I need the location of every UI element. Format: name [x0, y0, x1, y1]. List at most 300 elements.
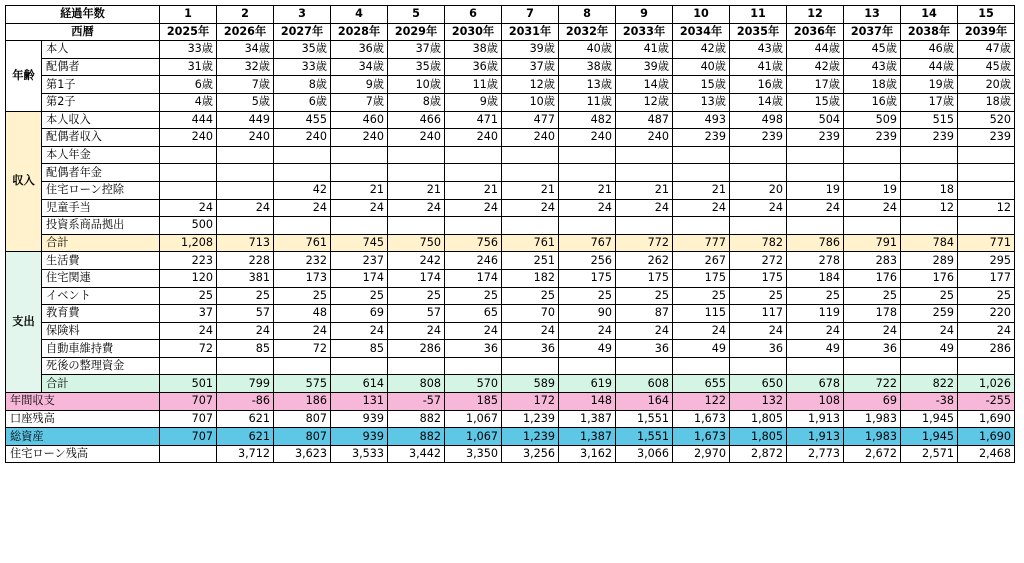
value-cell [274, 217, 331, 235]
age-row [6, 41, 1015, 59]
value-cell: 36 [445, 340, 502, 358]
value-cell [445, 146, 502, 164]
summary-value-cell: 3,623 [274, 445, 331, 463]
value-cell: 25 [502, 287, 559, 305]
income-row [6, 146, 1015, 164]
value-cell [274, 164, 331, 182]
value-cell: 18 [901, 181, 958, 199]
value-cell: 750 [388, 234, 445, 252]
value-cell: 72 [274, 340, 331, 358]
value-cell [160, 181, 217, 199]
value-cell: 240 [445, 129, 502, 147]
value-cell: 24 [217, 199, 274, 217]
value-cell: 21 [445, 181, 502, 199]
value-cell [844, 217, 901, 235]
age-row [6, 76, 1015, 94]
summary-value-cell: 1,913 [787, 410, 844, 428]
value-cell: 41歳 [730, 58, 787, 76]
value-cell: 223 [160, 252, 217, 270]
value-cell [616, 164, 673, 182]
value-cell: 15歳 [787, 93, 844, 111]
summary-value-cell: 2,970 [673, 445, 730, 463]
value-cell: 278 [787, 252, 844, 270]
value-cell: 19 [787, 181, 844, 199]
value-cell: 44歳 [901, 58, 958, 76]
summary-label: 住宅ローン残高 [6, 445, 160, 463]
value-cell: 21 [331, 181, 388, 199]
row-label: 本人年金 [42, 146, 160, 164]
value-cell: 24 [445, 322, 502, 340]
value-cell: 240 [274, 129, 331, 147]
value-cell: 46歳 [901, 41, 958, 59]
value-cell: 43歳 [844, 58, 901, 76]
value-cell: 13歳 [559, 76, 616, 94]
summary-value-cell: 1,551 [616, 428, 673, 446]
summary-value-cell: 132 [730, 393, 787, 411]
calendar-year-cell: 2038年 [901, 23, 958, 41]
value-cell: 117 [730, 305, 787, 323]
value-cell: 85 [217, 340, 274, 358]
value-cell: 72 [160, 340, 217, 358]
value-cell: 174 [388, 269, 445, 287]
value-cell [445, 357, 502, 375]
expense-row [6, 305, 1015, 323]
value-cell [616, 217, 673, 235]
value-cell: 761 [274, 234, 331, 252]
value-cell [160, 146, 217, 164]
value-cell: 36歳 [445, 58, 502, 76]
value-cell: 115 [673, 305, 730, 323]
value-cell: 37歳 [502, 58, 559, 76]
summary-value-cell: 2,571 [901, 445, 958, 463]
year-number-cell: 6 [445, 6, 502, 24]
value-cell: 173 [274, 269, 331, 287]
value-cell: 24 [673, 322, 730, 340]
value-cell: 33歳 [274, 58, 331, 76]
value-cell: 25 [901, 287, 958, 305]
value-cell: 678 [787, 375, 844, 393]
summary-value-cell: 1,239 [502, 410, 559, 428]
value-cell [502, 357, 559, 375]
value-cell [217, 146, 274, 164]
value-cell: 47歳 [958, 41, 1015, 59]
value-cell: 1,208 [160, 234, 217, 252]
value-cell [502, 217, 559, 235]
value-cell [787, 357, 844, 375]
header-row-years [6, 6, 1015, 24]
value-cell: 614 [331, 375, 388, 393]
value-cell: 31歳 [160, 58, 217, 76]
value-cell: 17歳 [901, 93, 958, 111]
summary-value-cell: 2,672 [844, 445, 901, 463]
value-cell [958, 164, 1015, 182]
summary-value-cell: 1,983 [844, 410, 901, 428]
value-cell: 777 [673, 234, 730, 252]
value-cell: 12 [901, 199, 958, 217]
summary-value-cell: 1,805 [730, 410, 787, 428]
value-cell [274, 357, 331, 375]
summary-value-cell: 3,712 [217, 445, 274, 463]
summary-value-cell: 148 [559, 393, 616, 411]
summary-value-cell: -57 [388, 393, 445, 411]
value-cell: 239 [787, 129, 844, 147]
value-cell: 176 [844, 269, 901, 287]
row-label: 合計 [42, 234, 160, 252]
value-cell: 449 [217, 111, 274, 129]
summary-value-cell: 882 [388, 428, 445, 446]
value-cell: 381 [217, 269, 274, 287]
year-number-cell: 9 [616, 6, 673, 24]
value-cell: 500 [160, 217, 217, 235]
value-cell: 90 [559, 305, 616, 323]
value-cell: 12歳 [502, 76, 559, 94]
summary-value-cell: 122 [673, 393, 730, 411]
value-cell: 6歳 [274, 93, 331, 111]
summary-value-cell: 807 [274, 410, 331, 428]
calendar-year-cell: 2029年 [388, 23, 445, 41]
value-cell [274, 146, 331, 164]
row-label: イベント [42, 287, 160, 305]
value-cell: 20歳 [958, 76, 1015, 94]
value-cell: 25 [673, 287, 730, 305]
calendar-year-cell: 2037年 [844, 23, 901, 41]
value-cell: 240 [217, 129, 274, 147]
value-cell: 786 [787, 234, 844, 252]
value-cell: 24 [730, 322, 787, 340]
value-cell: 822 [901, 375, 958, 393]
year-number-cell: 15 [958, 6, 1015, 24]
summary-value-cell: 707 [160, 393, 217, 411]
summary-value-cell: 2,468 [958, 445, 1015, 463]
expense-row [6, 375, 1015, 393]
value-cell [730, 146, 787, 164]
value-cell: 242 [388, 252, 445, 270]
value-cell: 24 [844, 199, 901, 217]
value-cell: 20 [730, 181, 787, 199]
year-number-cell: 11 [730, 6, 787, 24]
value-cell: 25 [331, 287, 388, 305]
calendar-year-cell: 2033年 [616, 23, 673, 41]
expense-row [6, 287, 1015, 305]
year-number-cell: 12 [787, 6, 844, 24]
value-cell [958, 357, 1015, 375]
value-cell: 25 [616, 287, 673, 305]
summary-value-cell: 1,805 [730, 428, 787, 446]
value-cell: 24 [616, 322, 673, 340]
summary-value-cell: 3,442 [388, 445, 445, 463]
value-cell: 44歳 [787, 41, 844, 59]
value-cell: 24 [445, 199, 502, 217]
value-cell: 471 [445, 111, 502, 129]
row-label: 本人収入 [42, 111, 160, 129]
value-cell: 237 [331, 252, 388, 270]
summary-value-cell: 131 [331, 393, 388, 411]
value-cell: 18歳 [844, 76, 901, 94]
expense-row [6, 340, 1015, 358]
summary-value-cell: 3,066 [616, 445, 673, 463]
value-cell: 42歳 [673, 41, 730, 59]
value-cell: 6歳 [160, 76, 217, 94]
value-cell: 7歳 [331, 93, 388, 111]
calendar-year-cell: 2035年 [730, 23, 787, 41]
value-cell: 34歳 [217, 41, 274, 59]
cashflow-table [5, 5, 1015, 463]
value-cell: 286 [388, 340, 445, 358]
value-cell: 220 [958, 305, 1015, 323]
value-cell: 45歳 [844, 41, 901, 59]
value-cell: 9歳 [445, 93, 502, 111]
summary-value-cell: 621 [217, 410, 274, 428]
mortgage-balance-row [6, 445, 1015, 463]
value-cell: 182 [502, 269, 559, 287]
row-label: 教育費 [42, 305, 160, 323]
income-row [6, 111, 1015, 129]
row-label: 住宅ローン控除 [42, 181, 160, 199]
value-cell: 25 [958, 287, 1015, 305]
value-cell [331, 164, 388, 182]
summary-value-cell: 1,387 [559, 428, 616, 446]
summary-value-cell: 1,239 [502, 428, 559, 446]
expense-row [6, 252, 1015, 270]
value-cell: 10歳 [388, 76, 445, 94]
value-cell: 256 [559, 252, 616, 270]
account-balance-row [6, 410, 1015, 428]
summary-label: 年間収支 [6, 393, 160, 411]
summary-value-cell: -86 [217, 393, 274, 411]
value-cell: 40歳 [559, 41, 616, 59]
row-label: 本人 [42, 41, 160, 59]
value-cell: 57 [217, 305, 274, 323]
value-cell: 39歳 [502, 41, 559, 59]
expense-row [6, 269, 1015, 287]
value-cell: 782 [730, 234, 787, 252]
value-cell [730, 357, 787, 375]
value-cell [844, 357, 901, 375]
summary-value-cell: 2,773 [787, 445, 844, 463]
value-cell: 608 [616, 375, 673, 393]
value-cell: 24 [331, 322, 388, 340]
summary-value-cell: 1,983 [844, 428, 901, 446]
summary-value-cell: 69 [844, 393, 901, 411]
value-cell: 184 [787, 269, 844, 287]
summary-value-cell: 1,690 [958, 410, 1015, 428]
value-cell: 619 [559, 375, 616, 393]
value-cell [958, 181, 1015, 199]
value-cell: 49 [673, 340, 730, 358]
value-cell: 24 [958, 322, 1015, 340]
value-cell: 24 [616, 199, 673, 217]
value-cell [331, 357, 388, 375]
value-cell: 45歳 [958, 58, 1015, 76]
value-cell: 13歳 [673, 93, 730, 111]
value-cell [673, 146, 730, 164]
year-number-cell: 8 [559, 6, 616, 24]
value-cell: 174 [331, 269, 388, 287]
value-cell: 25 [787, 287, 844, 305]
value-cell: 460 [331, 111, 388, 129]
value-cell: 722 [844, 375, 901, 393]
value-cell: 36 [616, 340, 673, 358]
summary-value-cell [160, 445, 217, 463]
value-cell [445, 164, 502, 182]
calendar-year-cell: 2025年 [160, 23, 217, 41]
value-cell: 25 [559, 287, 616, 305]
value-cell: 262 [616, 252, 673, 270]
value-cell [844, 164, 901, 182]
value-cell [730, 164, 787, 182]
calendar-year-cell: 2032年 [559, 23, 616, 41]
value-cell [901, 217, 958, 235]
value-cell: 240 [502, 129, 559, 147]
year-number-cell: 1 [160, 6, 217, 24]
value-cell: 791 [844, 234, 901, 252]
value-cell: 24 [844, 322, 901, 340]
value-cell: 16歳 [844, 93, 901, 111]
value-cell: 24 [160, 199, 217, 217]
value-cell [958, 217, 1015, 235]
value-cell: 7歳 [217, 76, 274, 94]
value-cell: 48 [274, 305, 331, 323]
value-cell: 10歳 [502, 93, 559, 111]
value-cell: 8歳 [274, 76, 331, 94]
summary-label: 総資産 [6, 428, 160, 446]
value-cell: 655 [673, 375, 730, 393]
years-elapsed-label: 経過年数 [6, 6, 160, 24]
value-cell [559, 357, 616, 375]
summary-value-cell: 707 [160, 410, 217, 428]
value-cell: 240 [616, 129, 673, 147]
value-cell: 24 [274, 322, 331, 340]
row-label: 自動車維持費 [42, 340, 160, 358]
value-cell [673, 164, 730, 182]
summary-value-cell: -38 [901, 393, 958, 411]
value-cell: 87 [616, 305, 673, 323]
value-cell: 19歳 [901, 76, 958, 94]
value-cell: 239 [901, 129, 958, 147]
value-cell: 493 [673, 111, 730, 129]
value-cell: 4歳 [160, 93, 217, 111]
value-cell: 24 [502, 322, 559, 340]
value-cell: 35歳 [274, 41, 331, 59]
value-cell: 771 [958, 234, 1015, 252]
value-cell [217, 217, 274, 235]
value-cell: 175 [730, 269, 787, 287]
value-cell: 713 [217, 234, 274, 252]
summary-value-cell: 1,690 [958, 428, 1015, 446]
value-cell: 5歳 [217, 93, 274, 111]
value-cell: 39歳 [616, 58, 673, 76]
value-cell: 18歳 [958, 93, 1015, 111]
summary-value-cell: 939 [331, 410, 388, 428]
calendar-year-cell: 2028年 [331, 23, 388, 41]
value-cell: 477 [502, 111, 559, 129]
value-cell: 40歳 [673, 58, 730, 76]
value-cell [901, 146, 958, 164]
value-cell: 25 [844, 287, 901, 305]
value-cell: 36歳 [331, 41, 388, 59]
income-row [6, 217, 1015, 235]
value-cell: 589 [502, 375, 559, 393]
value-cell: 24 [388, 322, 445, 340]
year-number-cell: 4 [331, 6, 388, 24]
year-number-cell: 5 [388, 6, 445, 24]
value-cell [559, 164, 616, 182]
annual-balance-row [6, 393, 1015, 411]
value-cell: 177 [958, 269, 1015, 287]
value-cell: 9歳 [331, 76, 388, 94]
value-cell: 21 [673, 181, 730, 199]
income-row [6, 234, 1015, 252]
value-cell [502, 164, 559, 182]
expense-row [6, 322, 1015, 340]
value-cell: 259 [901, 305, 958, 323]
value-cell [388, 146, 445, 164]
value-cell: 24 [787, 322, 844, 340]
value-cell: 240 [331, 129, 388, 147]
value-cell: 570 [445, 375, 502, 393]
summary-value-cell: 3,533 [331, 445, 388, 463]
value-cell: 509 [844, 111, 901, 129]
summary-value-cell: 1,673 [673, 428, 730, 446]
value-cell: 16歳 [730, 76, 787, 94]
value-cell: 515 [901, 111, 958, 129]
row-label: 第1子 [42, 76, 160, 94]
summary-value-cell: 1,387 [559, 410, 616, 428]
row-label: 保険料 [42, 322, 160, 340]
value-cell: 25 [730, 287, 787, 305]
value-cell: 25 [160, 287, 217, 305]
value-cell [616, 357, 673, 375]
value-cell: 240 [388, 129, 445, 147]
expense-row [6, 357, 1015, 375]
summary-value-cell: 1,673 [673, 410, 730, 428]
value-cell: 24 [901, 322, 958, 340]
value-cell: 24 [388, 199, 445, 217]
value-cell: 24 [217, 322, 274, 340]
value-cell: 175 [673, 269, 730, 287]
row-label: 配偶者 [42, 58, 160, 76]
value-cell: 24 [673, 199, 730, 217]
value-cell [217, 164, 274, 182]
value-cell: 482 [559, 111, 616, 129]
summary-value-cell: 172 [502, 393, 559, 411]
value-cell: 251 [502, 252, 559, 270]
value-cell: 17歳 [787, 76, 844, 94]
value-cell [217, 357, 274, 375]
value-cell: 36 [502, 340, 559, 358]
value-cell: 232 [274, 252, 331, 270]
value-cell: 756 [445, 234, 502, 252]
value-cell [673, 217, 730, 235]
summary-value-cell: 1,551 [616, 410, 673, 428]
value-cell: 239 [730, 129, 787, 147]
year-number-cell: 10 [673, 6, 730, 24]
value-cell: 34歳 [331, 58, 388, 76]
value-cell [160, 164, 217, 182]
summary-value-cell: 3,162 [559, 445, 616, 463]
summary-value-cell: 707 [160, 428, 217, 446]
value-cell: 487 [616, 111, 673, 129]
value-cell: 25 [388, 287, 445, 305]
value-cell: 33歳 [160, 41, 217, 59]
row-label: 生活費 [42, 252, 160, 270]
row-label: 配偶者年金 [42, 164, 160, 182]
calendar-year-cell: 2030年 [445, 23, 502, 41]
row-label: 児童手当 [42, 199, 160, 217]
value-cell: 43歳 [730, 41, 787, 59]
income-row [6, 199, 1015, 217]
value-cell: 25 [274, 287, 331, 305]
